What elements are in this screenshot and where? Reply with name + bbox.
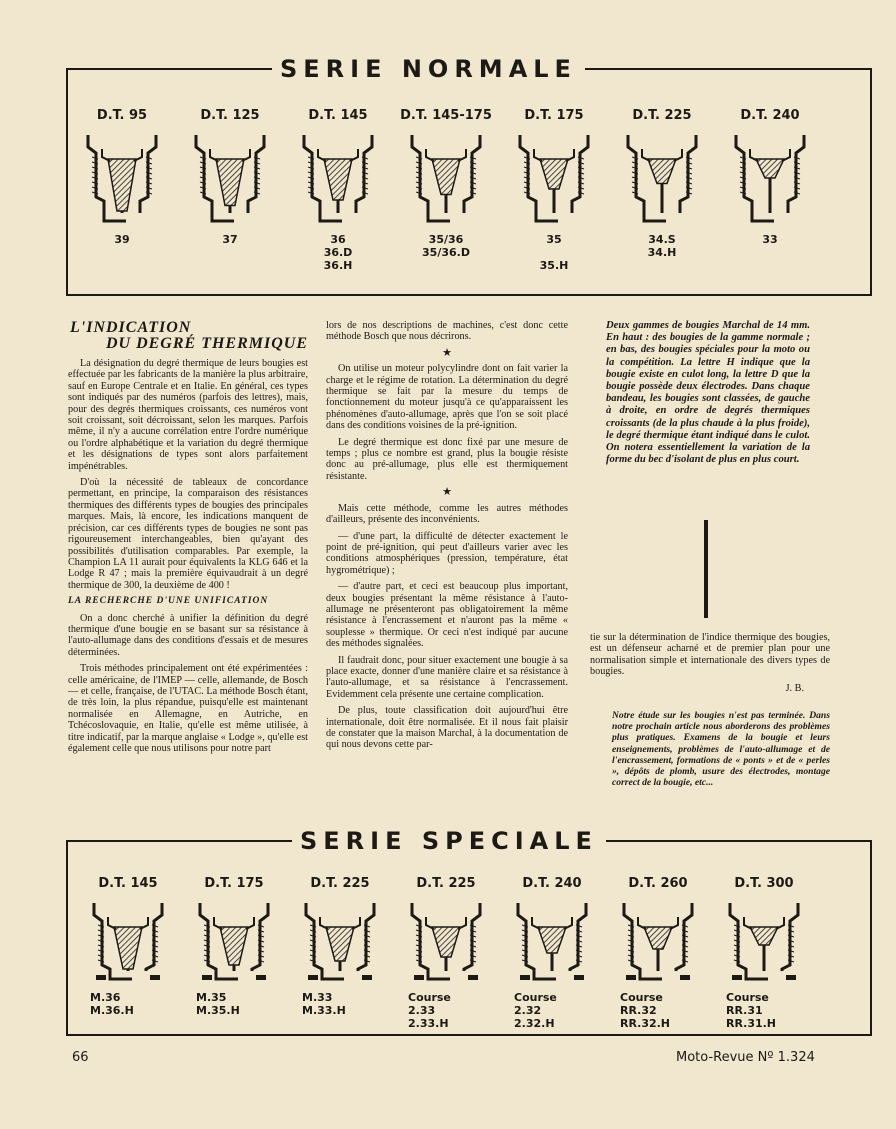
- heat-rating-label: D.T. 260: [628, 876, 688, 891]
- spark-plug-icon: [730, 127, 810, 227]
- spark-plug-icon: [618, 895, 698, 985]
- spark-plug-item: [180, 108, 280, 246]
- spark-plug-icon: [406, 127, 486, 227]
- paragraph: tie sur la détermination de l'indice thermique des bougies, est un défenseur acharné et de premier plan pour une normalisation simple et internationale des divers types de bougies.: [590, 632, 830, 678]
- article-headline: L'INDICATION DU DEGRÉ THERMIQUE: [70, 319, 308, 352]
- paragraph: La désignation du degré thermique de leurs bougies est effectuée par les fabricants de la manière la plus arbitraire, sauf en Europe Centrale et en Italie. En général, ces types sont indiqués par des numéros (parfois des lettres), mais, pour des degrés thermiques croissants, ces numéros vont soit croissant, soit décroissant, selon les marques. Parfois même, il n'y a aucune corrélation entre l'ordre numérique ou l'ordre alphabétique et la variation du degré thermique et les désignations de types sont alors parfaitement impénétrables.: [68, 358, 308, 472]
- heat-rating-label: D.T. 145-175: [400, 108, 492, 123]
- plug-type-codes: Course RR.32 RR.32.H: [620, 991, 671, 1030]
- column-rule: [704, 520, 708, 618]
- plug-type-codes: 35/36 35/36.D: [422, 233, 470, 259]
- heat-rating-label: D.T. 240: [740, 108, 800, 123]
- heat-rating-label: D.T. 145: [98, 876, 158, 891]
- heat-rating-label: D.T. 225: [310, 876, 370, 891]
- spark-plug-icon: [194, 895, 274, 985]
- plug-type-codes: M.36 M.36.H: [90, 991, 134, 1017]
- paragraph: Trois méthodes principalement ont été expérimentées : celle américaine, de l'IMEP — celle, allemande, de Bosch — et celle, française, de l'UTAC. La méthode Bosch étant, de très loin, la plus répandue, puisqu'elle est maintenant normalisée en Allemagne, en Autriche, en Tchécoslovaquie, en Italie, qu'elle est même utilisée, à titre indicatif, par la marque anglaise « Lodge », qu'elle est également celle que nous utilisons pour notre part: [68, 663, 308, 754]
- separator-star: ★: [442, 346, 452, 359]
- spark-plug-item: [288, 108, 388, 272]
- spark-plug-item: [396, 876, 496, 1030]
- subheading: LA RECHERCHE D'UNE UNIFICATION: [68, 596, 269, 607]
- paragraph: — d'autre part, et ceci est beaucoup plus important, deux bougies présentant la même résistance à l'auto-allumage ne présenteront pas obligatoirement la même résistance à l'encrassement et n'auront pas la même « souplesse » thermique. Or ceci n'est indiqué par aucune des méthodes signalées.: [326, 581, 568, 650]
- spark-plug-icon: [82, 127, 162, 227]
- spark-plug-icon: [88, 895, 168, 985]
- heat-rating-label: D.T. 300: [734, 876, 794, 891]
- plug-type-codes: Course 2.32 2.32.H: [514, 991, 557, 1030]
- magazine-issue: Moto-Revue Nº 1.324: [676, 1050, 815, 1065]
- separator-star: ★: [442, 486, 452, 499]
- spark-plug-icon: [724, 895, 804, 985]
- plug-type-codes: 35 35.H: [539, 233, 569, 272]
- spark-plug-item: [290, 876, 390, 1017]
- article-column-1: [68, 320, 308, 759]
- spark-plug-item: [714, 876, 814, 1030]
- paragraph: Mais cette méthode, comme les autres méthodes d'ailleurs, présente des inconvénients.: [326, 502, 568, 526]
- plug-type-codes: M.35 M.35.H: [196, 991, 240, 1017]
- plug-type-codes: Course RR.31 RR.31.H: [726, 991, 777, 1030]
- spark-plug-icon: [300, 895, 380, 985]
- heat-rating-label: D.T. 240: [522, 876, 582, 891]
- plug-type-codes: Course 2.33 2.33.H: [408, 991, 451, 1030]
- heat-rating-label: D.T. 175: [524, 108, 584, 123]
- spark-plug-icon: [514, 127, 594, 227]
- spark-plug-icon: [406, 895, 486, 985]
- spark-plug-item: [78, 876, 178, 1017]
- heat-rating-label: D.T. 225: [416, 876, 476, 891]
- spark-plug-item: [502, 876, 602, 1030]
- paragraph: On utilise un moteur polycylindre dont on fait varier la charge et le régime de rotation. La détermination du degré thermique se fait par la mesure du temps de fonctionnement du moteur jusqu'à ce qu'apparaissent les phénomènes d'auto-allumage, après que l'on se soit placé dans des conditions voisines de la pré-ignition.: [326, 363, 568, 432]
- paragraph: lors de nos descriptions de machines, c'est donc cette méthode Bosch que nous décrirons.: [326, 320, 568, 343]
- spark-plug-item: [72, 108, 172, 246]
- plug-type-codes: M.33 M.33.H: [302, 991, 346, 1017]
- paragraph: Il faudrait donc, pour situer exactement une bougie à sa place exacte, donner d'une manière claire et sa résistance à l'auto-allumage, et sa résistance à l'encrassement. Evidemment cela présente une certaine complication.: [326, 654, 568, 700]
- spark-plug-item: [612, 108, 712, 259]
- plug-type-codes: 33: [762, 233, 778, 246]
- heat-rating-label: D.T. 125: [200, 108, 260, 123]
- author-signature: J. B.: [785, 682, 804, 694]
- plug-type-codes: 39: [114, 233, 130, 246]
- paragraph: — d'une part, la difficulté de détecter exactement le point de pré-ignition, qui peut d'ailleurs varier avec les conditions atmosphériques (pression, température, état hygrométrique) ;: [326, 530, 568, 576]
- spark-plug-icon: [298, 127, 378, 227]
- heat-rating-label: D.T. 145: [308, 108, 368, 123]
- spark-plug-icon: [512, 895, 592, 985]
- heat-rating-label: D.T. 225: [632, 108, 692, 123]
- plug-type-codes: 34.S 34.H: [647, 233, 677, 259]
- spark-plug-item: [396, 108, 496, 259]
- paragraph: De plus, toute classification doit aujourd'hui être internationale, doit être normalisée. Et il nous fait plaisir de constater que la maison Marchal, à la documentation de qui nous devons cette par-: [326, 705, 568, 751]
- plug-type-codes: 36 36.D 36.H: [323, 233, 353, 272]
- spark-plug-icon: [190, 127, 270, 227]
- spark-plug-item: [184, 876, 284, 1017]
- page-number: 66: [72, 1050, 89, 1065]
- continuation-note: Notre étude sur les bougies n'est pas terminée. Dans notre prochain article nous aborderons des problèmes plus pratiques. Examens de la bougie et leurs enseignements, problèmes de l'auto-allumage et de l'encrassement, formations de « ponts » et de « perles », dépôts de plomb, usure des électrodes, montage correct de la bougie, etc...: [612, 710, 830, 789]
- article-column-2: [326, 320, 568, 756]
- figure-caption: Deux gammes de bougies Marchal de 14 mm. En haut : des bougies de la gamme normale ; en bas, des bougies spéciales pour la moto ou la compétition. La lettre H indique que la bougie existe en culot long, la lettre D que la bougie possède deux électrodes. Dans chaque bandeau, les bougies sont classées, de gauche à droite, en ordre de degrés thermiques croissants (de la plus chaude à la plus froide), le degré thermique étant indiqué dans le culot. On notera essentiellement la variation de la forme du bec d'isolant de plus en plus court.: [606, 320, 810, 466]
- serie-speciale-title: SERIE SPECIALE: [292, 827, 606, 855]
- spark-plug-item: [504, 108, 604, 272]
- spark-plug-item: [608, 876, 708, 1030]
- paragraph: Le degré thermique est donc fixé par une mesure de temps ; plus ce nombre est grand, plus la bougie résiste donc au pré-allumage, plus elle est thermiquement résistante.: [326, 436, 568, 482]
- spark-plug-icon: [622, 127, 702, 227]
- heat-rating-label: D.T. 95: [96, 108, 148, 123]
- paragraph: On a donc cherché à unifier la définition du degré thermique d'une bougie en se basant sur sa résistance à l'auto-allumage dans des conditions d'essais et de mesures déterminées.: [68, 612, 308, 658]
- heat-rating-label: D.T. 175: [204, 876, 264, 891]
- serie-normale-title: SERIE NORMALE: [272, 55, 585, 83]
- spark-plug-item: [720, 108, 820, 246]
- article-column-3: [590, 632, 830, 694]
- paragraph: D'où la nécessité de tableaux de concordance permettant, en principe, la comparaison des résistances thermiques des différents types de bougies des principales marques. Mais, là encore, les indications manquent de précision, car ces différents types de bougies ne sont pas rigoureusement interchangeables, bien qu'ayant des possibilités d'utilisation comparables. Par exemple, la Champion LA 11 aurait pour équivalents la KLG 646 et la Lodge R 47 ; mais la première équivaudrait à un degré thermique de 300, la deuxième de 400 !: [68, 477, 308, 591]
- plug-type-codes: 37: [222, 233, 238, 246]
